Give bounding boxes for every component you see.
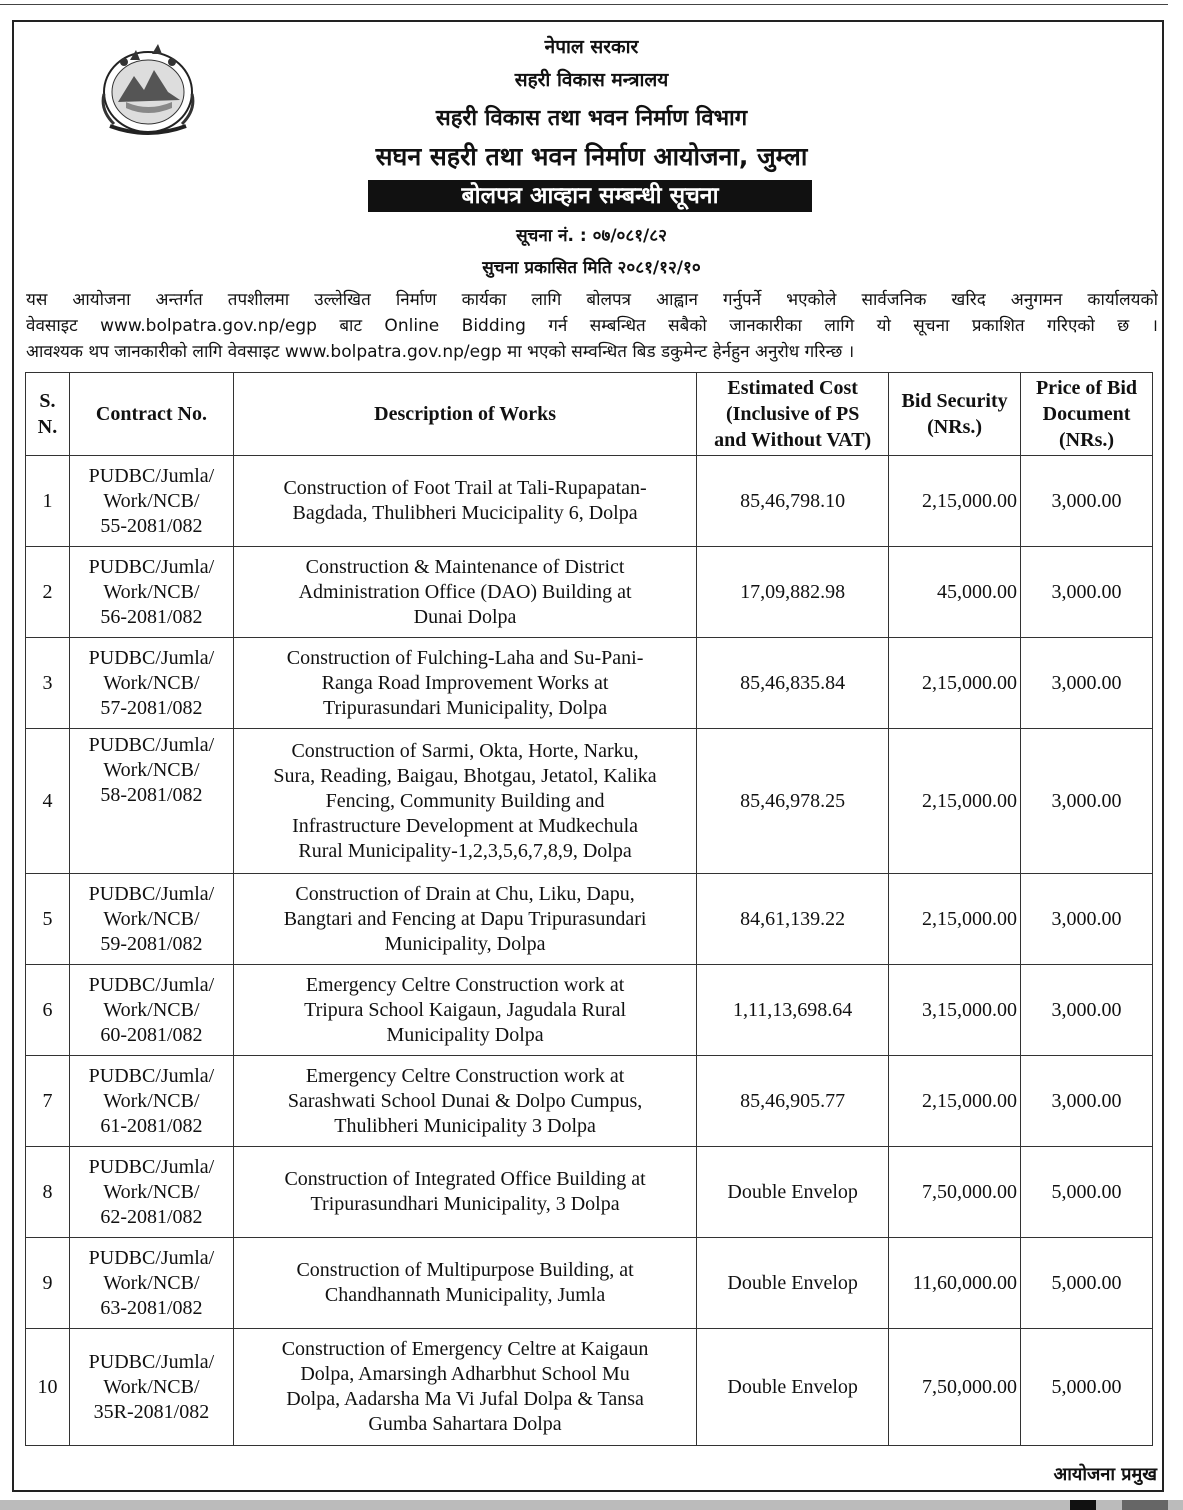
cell-document-price: 3,000.00	[1021, 456, 1153, 547]
cell-estimated-cost: 84,61,139.22	[697, 874, 889, 965]
intro-line-2: वेवसाइट www.bolpatra.gov.np/egp बाट Online Bidding गर्न सम्बन्धित सबैको जानकारीका लागि यो सूचना प्रकाशित गरिएको छ ।	[26, 316, 1158, 336]
cell-description: Emergency Celtre Construction work at Tripura School Kaigaun, Jagudala Rural Municipality Dolpa	[233, 965, 696, 1056]
works-table	[25, 372, 1153, 1446]
cell-description: Construction of Integrated Office Building at Tripurasundhari Municipality, 3 Dolpa	[233, 1147, 696, 1238]
cell-bid-security: 7,50,000.00	[889, 1147, 1021, 1238]
cell-document-price: 3,000.00	[1021, 547, 1153, 638]
cell-sn: 5	[26, 874, 70, 965]
top-rule	[0, 4, 1168, 5]
cell-bid-security: 11,60,000.00	[889, 1238, 1021, 1329]
cell-description: Construction of Multipurpose Building, at Chandhannath Municipality, Jumla	[233, 1238, 696, 1329]
cell-description: Construction of Sarmi, Okta, Horte, Narku, Sura, Reading, Baigau, Bhotgau, Jetatol, Kalika Fencing, Community Building and Infrastructure Development at Mudkechula Rural Municipality-1,2,3,5,6,7,8,9, Dolpa	[233, 729, 696, 874]
table-row	[26, 1056, 1153, 1147]
cell-bid-security: 7,50,000.00	[889, 1329, 1021, 1446]
cell-document-price: 5,000.00	[1021, 1238, 1153, 1329]
cell-bid-security: 2,15,000.00	[889, 1056, 1021, 1147]
cell-sn: 2	[26, 547, 70, 638]
cell-sn: 8	[26, 1147, 70, 1238]
cell-estimated-cost: Double Envelop	[697, 1238, 889, 1329]
header-bid-security: Bid Security (NRs.)	[889, 373, 1021, 456]
table-row	[26, 729, 1153, 874]
table-row	[26, 1147, 1153, 1238]
table-row	[26, 874, 1153, 965]
cell-estimated-cost: 85,46,835.84	[697, 638, 889, 729]
cell-contract-no: PUDBC/Jumla/ Work/NCB/ 55-2081/082	[69, 456, 233, 547]
cell-bid-security: 2,15,000.00	[889, 456, 1021, 547]
cell-contract-no: PUDBC/Jumla/ Work/NCB/ 62-2081/082	[69, 1147, 233, 1238]
cell-contract-no: PUDBC/Jumla/ Work/NCB/ 63-2081/082	[69, 1238, 233, 1329]
cell-estimated-cost: 85,46,905.77	[697, 1056, 889, 1147]
intro-line-3: आवश्यक थप जानकारीको लागि वेवसाइट www.bolpatra.gov.np/egp मा भएको सम्वन्धित बिड डकुमेन्ट हेर्नहुन अनुरोध गरिन्छ ।	[26, 342, 855, 362]
table-row	[26, 1238, 1153, 1329]
corner-mark	[1122, 1500, 1168, 1510]
header-estimated-cost: Estimated Cost (Inclusive of PS and Without VAT)	[697, 373, 889, 456]
cell-description: Construction of Emergency Celtre at Kaigaun Dolpa, Amarsingh Adharbhut School Mu Dolpa, Aadarsha Ma Vi Jufal Dolpa & Tansa Gumba Sahartara Dolpa	[233, 1329, 696, 1446]
cell-sn: 10	[26, 1329, 70, 1446]
cell-document-price: 3,000.00	[1021, 1056, 1153, 1147]
notice-number: सूचना नं. : ०७/०८१/८२	[516, 226, 667, 246]
header-price-of-bid-document: Price of Bid Document (NRs.)	[1021, 373, 1153, 456]
cell-contract-no: PUDBC/Jumla/ Work/NCB/ 59-2081/082	[69, 874, 233, 965]
cell-description: Construction of Foot Trail at Tali-Rupapatan- Bagdada, Thulibheri Mucicipality 6, Dolpa	[233, 456, 696, 547]
cell-estimated-cost: Double Envelop	[697, 1147, 889, 1238]
cell-contract-no: PUDBC/Jumla/ Work/NCB/ 61-2081/082	[69, 1056, 233, 1147]
table-row	[26, 547, 1153, 638]
cell-bid-security: 2,15,000.00	[889, 729, 1021, 874]
cell-sn: 7	[26, 1056, 70, 1147]
cell-sn: 4	[26, 729, 70, 874]
cell-document-price: 3,000.00	[1021, 965, 1153, 1056]
cell-estimated-cost: 85,46,798.10	[697, 456, 889, 547]
intro-paragraph	[26, 287, 1158, 365]
cell-document-price: 5,000.00	[1021, 1147, 1153, 1238]
table-row	[26, 965, 1153, 1056]
table-row	[26, 638, 1153, 729]
signature-label: आयोजना प्रमुख	[1053, 1464, 1157, 1485]
cell-document-price: 3,000.00	[1021, 638, 1153, 729]
intro-line-1: यस आयोजना अन्तर्गत तपशीलमा उल्लेखित निर्माण कार्यका लागि बोलपत्र आह्वान गर्नुपर्ने भएकोले सार्वजनिक खरिद अनुगमन कार्यालयको	[26, 290, 1158, 310]
cell-estimated-cost: 17,09,882.98	[697, 547, 889, 638]
corner-mark	[1070, 1500, 1096, 1510]
table-header-row	[26, 373, 1153, 456]
cell-contract-no: PUDBC/Jumla/ Work/NCB/ 58-2081/082	[69, 729, 233, 874]
table-row	[26, 1329, 1153, 1446]
cell-bid-security: 2,15,000.00	[889, 874, 1021, 965]
department-title: सहरी विकास तथा भवन निर्माण विभाग	[435, 106, 748, 131]
government-title: नेपाल सरकार	[544, 36, 639, 58]
cell-sn: 6	[26, 965, 70, 1056]
cell-contract-no: PUDBC/Jumla/ Work/NCB/ 56-2081/082	[69, 547, 233, 638]
cell-contract-no: PUDBC/Jumla/ Work/NCB/ 35R-2081/082	[69, 1329, 233, 1446]
header-sn: S. N.	[26, 373, 70, 456]
notice-banner: बोलपत्र आव्हान सम्बन्धी सूचना	[368, 180, 812, 212]
cell-contract-no: PUDBC/Jumla/ Work/NCB/ 57-2081/082	[69, 638, 233, 729]
cell-document-price: 5,000.00	[1021, 1329, 1153, 1446]
cell-sn: 1	[26, 456, 70, 547]
publish-date: सुचना प्रकासित मिति २०८१/१२/१०	[482, 258, 701, 278]
cell-description: Construction of Fulching-Laha and Su-Pani- Ranga Road Improvement Works at Tripurasundari Municipality, Dolpa	[233, 638, 696, 729]
ministry-title: सहरी विकास मन्त्रालय	[514, 69, 669, 91]
cell-document-price: 3,000.00	[1021, 874, 1153, 965]
cell-description: Construction & Maintenance of District Administration Office (DAO) Building at Dunai Dolpa	[233, 547, 696, 638]
cell-contract-no: PUDBC/Jumla/ Work/NCB/ 60-2081/082	[69, 965, 233, 1056]
cell-description: Construction of Drain at Chu, Liku, Dapu, Bangtari and Fencing at Dapu Tripurasundari Municipality, Dolpa	[233, 874, 696, 965]
cell-bid-security: 2,15,000.00	[889, 638, 1021, 729]
header-description: Description of Works	[233, 373, 696, 456]
bottom-bar	[0, 1500, 1183, 1510]
cell-estimated-cost: 1,11,13,698.64	[697, 965, 889, 1056]
cell-sn: 9	[26, 1238, 70, 1329]
cell-sn: 3	[26, 638, 70, 729]
cell-bid-security: 45,000.00	[889, 547, 1021, 638]
table-row	[26, 456, 1153, 547]
cell-estimated-cost: 85,46,978.25	[697, 729, 889, 874]
project-title: सघन सहरी तथा भवन निर्माण आयोजना, जुम्ला	[375, 142, 808, 171]
cell-document-price: 3,000.00	[1021, 729, 1153, 874]
header-contract-no: Contract No.	[69, 373, 233, 456]
cell-bid-security: 3,15,000.00	[889, 965, 1021, 1056]
cell-description: Emergency Celtre Construction work at Sarashwati School Dunai & Dolpo Cumpus, Thulibheri Municipality 3 Dolpa	[233, 1056, 696, 1147]
cell-estimated-cost: Double Envelop	[697, 1329, 889, 1446]
